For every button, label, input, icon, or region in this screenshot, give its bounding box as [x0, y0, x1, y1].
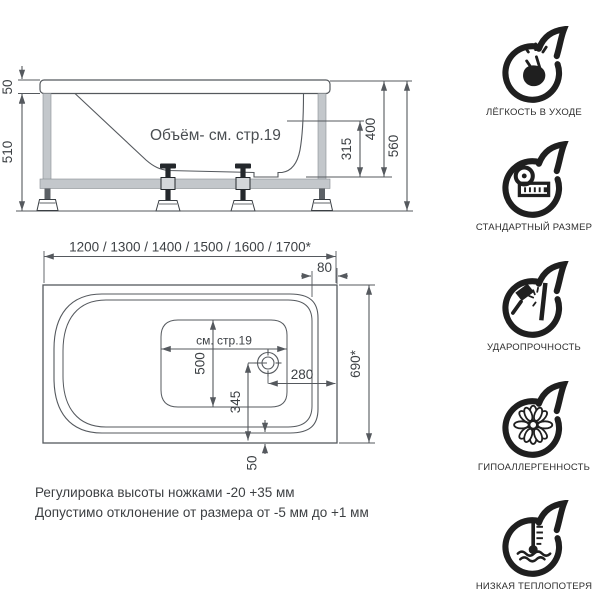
- dim-height-under-rim-label: 510: [0, 140, 15, 164]
- dim-lengths-label: 1200 / 1300 / 1400 / 1500 / 1600 / 1700*: [69, 239, 311, 255]
- dim-rim-side-width-label: 50: [244, 455, 260, 471]
- side-view-diagram: [0, 66, 413, 211]
- note-leg-adjustment: Регулировка высоты ножками -20 +35 мм: [35, 485, 295, 500]
- dim-rim-height-label: 50: [0, 79, 15, 95]
- frame-post-left: [43, 94, 51, 180]
- hammer-impact-icon: [493, 261, 575, 339]
- feature-hypoallergenic: [468, 381, 600, 473]
- dim-drain-offset-end-label: 280: [290, 367, 314, 382]
- dim-depth-to-frame-label: 400: [363, 117, 378, 141]
- dim-depth-to-frame: [363, 82, 384, 177]
- dim-rim-end-width-label: 80: [316, 260, 333, 275]
- dim-drain-offset-side-label: 345: [228, 390, 243, 414]
- top-view-diagram: [43, 240, 375, 471]
- feature-impact-resistance: [468, 261, 600, 353]
- thermometer-water-icon: [493, 500, 575, 578]
- note-size-tolerance: Допустимо отклонение от размера от -5 мм до +1 мм: [35, 505, 369, 520]
- feature-easy-care: [468, 26, 600, 118]
- feature-list: [468, 0, 600, 600]
- dim-lengths: [44, 240, 336, 284]
- dim-total-height-label: 560: [386, 134, 401, 158]
- footnotes: [35, 483, 455, 523]
- frame-post-right: [318, 94, 326, 180]
- dim-width: [339, 285, 375, 443]
- measuring-tape-icon: [493, 141, 575, 219]
- corner-foot: [312, 189, 333, 211]
- feature-label: ГИПОАЛЛЕРГЕННОСТЬ: [477, 462, 591, 473]
- daisy-flower-icon: [493, 381, 575, 459]
- snap-fingers-icon: [493, 26, 575, 104]
- feature-label: СТАНДАРТНЫЙ РАЗМЕР: [475, 222, 593, 233]
- frame-crossbar: [40, 179, 330, 189]
- dim-rim-height: [0, 66, 22, 108]
- tub-rim-side: [40, 80, 330, 94]
- dim-inner-depth-label: 315: [339, 137, 354, 161]
- tub-outer-edge: [43, 285, 337, 443]
- feature-label: ЛЁГКОСТЬ В УХОДЕ: [486, 107, 582, 118]
- feature-standard-size: [468, 141, 600, 233]
- feature-label: УДАРОПРОЧНОСТЬ: [487, 342, 581, 353]
- dim-width-label: 690*: [348, 350, 363, 378]
- dim-bottom-length-label: см. стр.19: [196, 333, 252, 348]
- dim-inner-depth: [339, 122, 360, 177]
- volume-note: Объём- см. стр.19: [150, 127, 281, 144]
- dim-bottom-width-label: 500: [192, 352, 208, 375]
- dim-height-under-rim: [0, 94, 22, 211]
- corner-foot: [37, 189, 58, 211]
- dim-total-height: [386, 82, 407, 211]
- feature-label: НИЗКАЯ ТЕПЛОПОТЕРЯ: [475, 581, 593, 592]
- feature-low-heat-loss: [468, 500, 600, 592]
